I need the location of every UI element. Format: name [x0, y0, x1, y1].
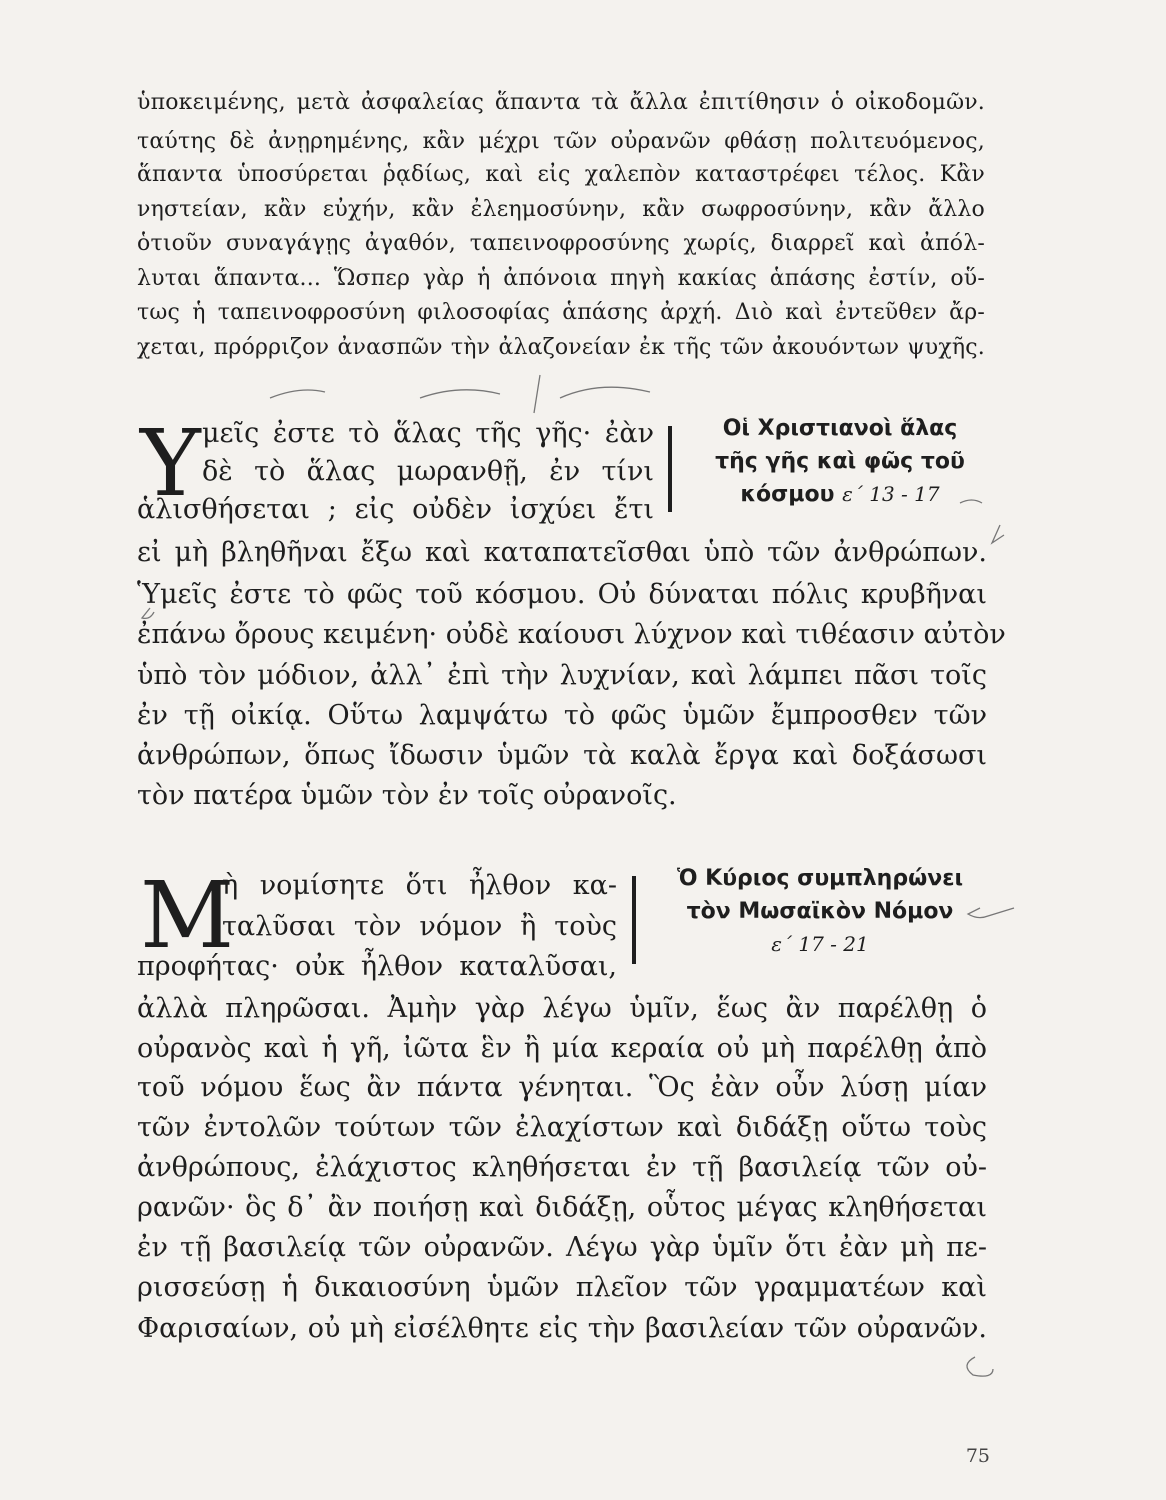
- text-line: ἀνθρώπων, ὅπως ἴδωσιν ὑμῶν τὰ καλὰ ἔργα καὶ δοξάσωσι: [137, 740, 987, 771]
- text-line: Ὑμεῖς ἐστε τὸ φῶς τοῦ κόσμου. Οὐ δύναται πόλις κρυβῆναι: [137, 579, 987, 610]
- text-line: ὁτιοῦν συναγάγῃς ἀγαθόν, ταπεινοφροσύνης χωρίς, διαρρεῖ καὶ ἀπόλ-: [137, 231, 985, 256]
- text-line: Φαρισαίων, οὐ μὴ εἰσέλθητε εἰς τὴν βασιλείαν τῶν οὐρανῶν.: [137, 1313, 987, 1344]
- text-line: δὲ τὸ ἅλας μωρανθῇ, ἐν τίνι: [202, 456, 654, 487]
- text-line: ὑπὸ τὸν μόδιον, ἀλλ᾿ ἐπὶ τὴν λυχνίαν, καὶ λάμπει πᾶσι τοῖς: [137, 660, 987, 691]
- text-line: ἐν τῇ βασιλείᾳ τῶν οὐρανῶν. Λέγω γὰρ ὑμῖν ὅτι ἐὰν μὴ πε-: [137, 1232, 987, 1263]
- text-line: ρισσεύσῃ ἡ δικαιοσύνη ὑμῶν πλεῖον τῶν γραμματέων καὶ: [137, 1272, 987, 1303]
- text-line: ἀνθρώπους, ἐλάχιστος κληθήσεται ἐν τῇ βασιλείᾳ τῶν οὐ-: [137, 1152, 987, 1183]
- verse-reference: ε΄ 17 - 21: [771, 932, 869, 956]
- drop-cap: Μ: [140, 862, 235, 969]
- text-line: μεῖς ἐστε τὸ ἅλας τῆς γῆς· ἐὰν: [202, 418, 654, 449]
- text-line: ταύτης δὲ ἀνῃρημένης, κἂν μέχρι τῶν οὐρανῶν φθάσῃ πολιτευόμενος,: [137, 129, 985, 154]
- heading-line-text: κόσμου: [740, 482, 835, 507]
- text-line: εἰ μὴ βληθῆναι ἔξω καὶ καταπατεῖσθαι ὑπὸ τῶν ἀνθρώπων.: [137, 537, 987, 568]
- text-line: λυται ἅπαντα... Ὥσπερ γὰρ ἡ ἀπόνοια πηγὴ κακίας ἁπάσης ἐστίν, οὕ-: [137, 266, 985, 291]
- text-line: χεται, πρόρριζον ἀνασπῶν τὴν ἀλαζονείαν ἐκ τῆς τῶν ἀκουόντων ψυχῆς.: [137, 335, 985, 360]
- text-line: τως ἡ ταπεινοφροσύνη φιλοσοφίας ἁπάσης ἀρχή. Διὸ καὶ ἐντεῦθεν ἄρ-: [137, 300, 985, 325]
- text-line: ἅπαντα ὑποσύρεται ῥᾳδίως, καὶ εἰς χαλεπὸν καταστρέφει τέλος. Κἂν: [137, 162, 985, 187]
- text-line: οὐρανὸς καὶ ἡ γῆ, ἰῶτα ἓν ἢ μία κεραία οὐ μὴ παρέλθῃ ἀπὸ: [137, 1033, 987, 1064]
- text-line: τοῦ νόμου ἕως ἂν πάντα γένηται. Ὃς ἐὰν οὖν λύσῃ μίαν: [137, 1072, 987, 1103]
- heading-line: τῆς γῆς καὶ φῶς τοῦ: [715, 449, 965, 474]
- heading-line: τὸν Μωσαϊκὸν Νόμον: [686, 899, 954, 924]
- text-line: προφήτας· οὐκ ἦλθον καταλῦσαι,: [137, 951, 617, 982]
- heading-line: Οἱ Χριστιανοὶ ἅλας: [722, 416, 958, 441]
- text-line: ἐν τῇ οἰκίᾳ. Οὕτω λαμψάτω τὸ φῶς ὑμῶν ἔμπροσθεν τῶν: [137, 700, 987, 731]
- page-number: 75: [965, 1445, 990, 1467]
- text-line: ἀλλὰ πληρῶσαι. Ἀμὴν γὰρ λέγω ὑμῖν, ἕως ἂν παρέλθῃ ὁ: [137, 993, 987, 1024]
- text-line: νηστείαν, κἂν εὐχήν, κἂν ἐλεημοσύνην, κἂν σωφροσύνην, κἂν ἄλλο: [137, 197, 985, 222]
- text-line: τῶν ἐντολῶν τούτων τῶν ἐλαχίστων καὶ διδάξῃ οὕτω τοὺς: [137, 1112, 987, 1143]
- text-line: τὸν πατέρα ὑμῶν τὸν ἐν τοῖς οὐρανοῖς.: [137, 780, 677, 811]
- text-line: ταλῦσαι τὸν νόμον ἢ τοὺς: [222, 911, 617, 942]
- text-line: ρανῶν· ὃς δ᾿ ἂν ποιήσῃ καὶ διδάξῃ, οὗτος μέγας κληθήσεται: [137, 1192, 987, 1223]
- text-line: ὴ νομίσητε ὅτι ἦλθον κα-: [222, 870, 617, 901]
- verse-reference: ε΄ 13 - 17: [842, 482, 940, 506]
- text-line: ὑποκειμένης, μετὰ ἀσφαλείας ἅπαντα τὰ ἄλλα ἐπιτίθησιν ὁ οἰκοδομῶν.: [137, 90, 985, 115]
- heading-line: Ὁ Κύριος συμπληρώνει: [676, 866, 964, 891]
- drop-cap: Υ: [140, 410, 201, 517]
- text-line: ἐπάνω ὄρους κειμένη· οὐδὲ καίουσι λύχνον καὶ τιθέασιν αὐτὸν: [137, 619, 1006, 650]
- text-line: ἁλισθήσεται ; εἰς οὐδὲν ἰσχύει ἔτι: [137, 494, 654, 525]
